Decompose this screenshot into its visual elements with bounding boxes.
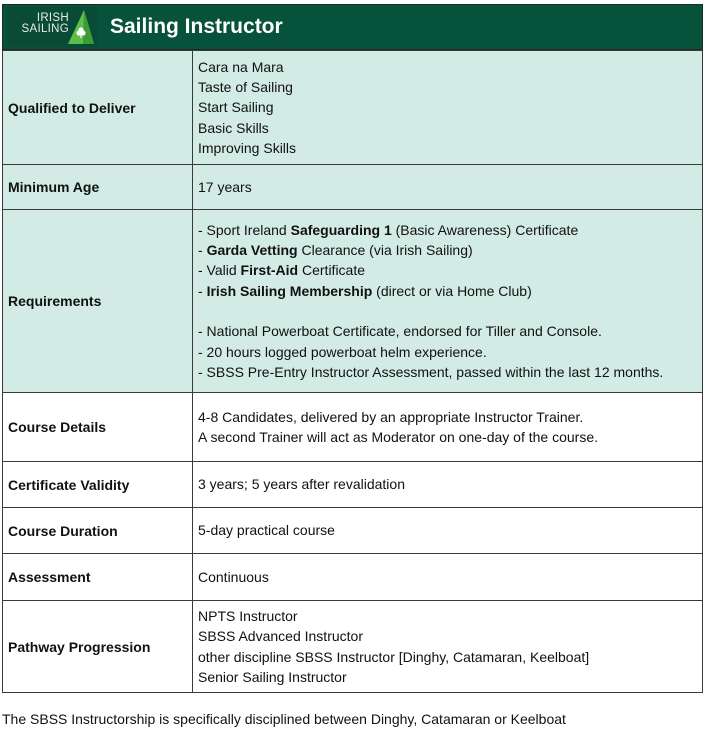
list-item: Basic Skills [198,119,269,136]
list-item: other discipline SBSS Instructor [Dinghy, Catamaran, Keelboat] [198,648,590,665]
shamrock-sail-icon [67,9,95,45]
row-value: 3 years; 5 years after revalidation [193,462,703,508]
text: - Valid [198,262,241,279]
course-sheet [2,4,703,693]
logo-text-line2: SAILING [21,23,69,35]
row-pathway-progression [3,601,703,693]
list-item: SBSS Advanced Instructor [198,628,363,645]
list-item: Taste of Sailing [198,79,293,96]
course-info-table [2,50,703,693]
list-item: NPTS Instructor [198,607,298,624]
row-label: Certificate Validity [3,462,193,508]
irish-sailing-logo [7,7,97,47]
row-label: Course Details [3,393,193,462]
emphasis: First-Aid [240,262,299,279]
requirement-item [198,220,697,240]
row-course-duration [3,508,703,554]
row-value [193,393,703,462]
logo-text-line1: IRISH [36,12,69,24]
spacer [198,301,697,321]
row-value [193,210,703,393]
requirement-item: - SBSS Pre-Entry Instructor Assessment, passed within the last 12 months. [198,363,664,380]
row-label: Qualified to Deliver [3,51,193,165]
text: - Sport Ireland [198,221,291,238]
emphasis: Safeguarding 1 [290,221,392,238]
requirement-item: - National Powerboat Certificate, endorsed for Tiller and Console. [198,323,602,340]
row-value: Continuous [193,554,703,601]
list-item: Improving Skills [198,139,297,156]
row-label: Assessment [3,554,193,601]
row-certificate-validity [3,462,703,508]
row-assessment [3,554,703,601]
text: Certificate [298,262,366,279]
requirement-item [198,240,697,260]
text: Clearance (via Irish Sailing) [297,242,473,259]
requirement-item: - 20 hours logged powerboat helm experience. [198,343,487,360]
requirement-item [198,260,697,280]
row-minimum-age [3,165,703,210]
detail-line: 4-8 Candidates, delivered by an appropriate Instructor Trainer. [198,408,584,425]
text: (Basic Awareness) Certificate [391,221,579,238]
detail-line: A second Trainer will act as Moderator on one-day of the course. [198,429,598,445]
footnote: The SBSS Instructorship is specifically disciplined between Dinghy, Catamaran or Keelboat [2,711,566,727]
row-course-details [3,393,703,462]
list-item: Start Sailing [198,99,274,116]
requirement-item [198,281,697,301]
list-item: Cara na Mara [198,58,284,75]
text: - [198,242,207,259]
row-value [193,601,703,693]
row-label: Course Duration [3,508,193,554]
row-qualified-to-deliver [3,51,703,165]
text: - [198,282,207,299]
logo-text [22,13,69,35]
emphasis: Garda Vetting [206,242,298,259]
header-bar [2,4,703,50]
page-title: Sailing Instructor [110,15,283,38]
row-value: 5-day practical course [193,508,703,554]
row-label: Minimum Age [3,165,193,210]
row-label: Requirements [3,210,193,393]
emphasis: Irish Sailing Membership [206,282,373,299]
row-label: Pathway Progression [3,601,193,693]
row-requirements [3,210,703,393]
row-value [193,51,703,165]
text: (direct or via Home Club) [372,282,532,299]
list-item: Senior Sailing Instructor [198,668,347,685]
row-value: 17 years [193,165,703,210]
